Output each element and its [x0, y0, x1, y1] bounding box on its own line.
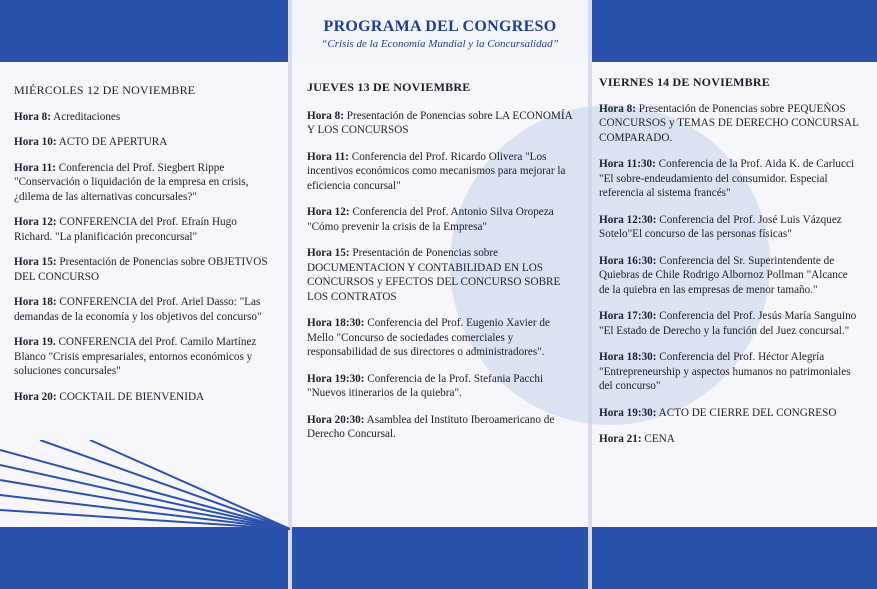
schedule-item	[599, 254, 861, 298]
schedule-item	[599, 350, 861, 394]
schedule-item	[307, 109, 577, 138]
schedule-item	[599, 309, 861, 338]
hour: Hora 12:30:	[599, 213, 657, 226]
schedule-item	[307, 205, 577, 234]
hour: Hora 19.	[14, 336, 56, 348]
program-subtitle: “Crisis de la Economía Mundial y la Concursalidad”	[321, 38, 559, 50]
hour: Hora 12:	[307, 206, 350, 218]
event-text: Asamblea del Instituto Iberoamericano de Derecho Concursal.	[307, 413, 555, 440]
schedule-item	[14, 295, 276, 324]
event-text: ACTO DE CIERRE DEL CONGRESO	[656, 406, 837, 419]
schedule-item	[307, 150, 577, 194]
hour: Hora 18:	[14, 296, 57, 308]
event-text: COCKTAIL DE BIENVENIDA	[56, 390, 205, 403]
event-text: Conferencia del Prof. José Luis Vázquez Sotelo"El concurso de las personas físicas"	[599, 213, 842, 240]
schedule-item	[14, 390, 276, 405]
event-text: Conferencia del Sr. Superintendente de Quiebras de Chile Rodrigo Albornoz Pollman "Alcance de la quiebra en las empresas de menor tamaño."	[599, 254, 848, 296]
event-text: Presentación de Ponencias sobre LA ECONOMÍA Y LOS CONCURSOS	[307, 109, 573, 136]
hour: Hora 12:	[14, 216, 57, 228]
schedule-item	[14, 255, 276, 284]
hour: Hora 11:	[14, 161, 56, 174]
schedule-item	[14, 110, 276, 125]
schedule-item	[599, 157, 861, 201]
hour: Hora 8:	[599, 102, 636, 115]
hour: Hora 20:30:	[307, 413, 365, 426]
event-text: Conferencia del Prof. Eugenio Xavier de Mello "Concurso de sociedades comerciales y responsabilidad de sus directores o administradores".	[307, 317, 550, 358]
event-text: ACTO DE APERTURA	[56, 136, 168, 148]
hour: Hora 11:	[307, 150, 349, 163]
schedule-item	[599, 432, 861, 447]
hour: Hora 18:30:	[307, 317, 365, 329]
schedule-item	[599, 406, 861, 421]
schedule-item	[307, 413, 577, 442]
event-text: Presentación de Ponencias sobre PEQUEÑOS CONCURSOS y TEMAS DE DERECHO CONCURSAL COMPARADO.	[599, 102, 859, 144]
event-text: Conferencia del Prof. Ricardo Olivera "Los incentivos económicos como mecanismos para mejorar la eficiencia concursal"	[307, 150, 566, 192]
schedule-item	[14, 215, 276, 244]
day-title: MIÉRCOLES 12 DE NOVIEMBRE	[14, 83, 196, 97]
day-title: VIERNES 14 DE NOVIEMBRE	[599, 75, 770, 89]
schedule-item	[14, 161, 276, 205]
hour: Hora 19:30:	[307, 372, 365, 385]
schedule-item	[307, 372, 577, 401]
event-text: Acreditaciones	[50, 110, 121, 123]
schedule-item	[307, 246, 577, 304]
decorative-rays	[0, 440, 290, 530]
hour: Hora 20:	[14, 390, 57, 403]
schedule-item	[599, 213, 861, 242]
event-text: Conferencia de la Prof. Stefania Pacchi "Nuevos itinerarios de la quiebra".	[307, 372, 544, 399]
hour: Hora 11:30:	[599, 158, 656, 170]
hour: Hora 8:	[14, 110, 51, 123]
event-text: Conferencia de la Prof. Aida K. de Carlucci "El sobre-endeudamiento del consumidor. Especial referencia al sistema francés"	[599, 158, 855, 199]
hour: Hora 19:30:	[599, 406, 657, 419]
hour: Hora 18:30:	[599, 351, 657, 363]
event-text: Conferencia del Prof. Siegbert Rippe "Conservación o liquidación de la empresa en crisis, ¿dilema de las alternativas concursales?"	[14, 161, 249, 203]
middle-bottom-band	[292, 527, 588, 589]
schedule-wednesday	[14, 83, 276, 415]
hour: Hora 15:	[307, 247, 350, 259]
event-text: Conferencia del Prof. Antonio Silva Oropeza "Cómo prevenir la crisis de la Empresa"	[307, 206, 554, 233]
event-text: CONFERENCIA del Prof. Ariel Dasso: "Las demandas de la economía y los objetivos del concurso"	[14, 296, 262, 323]
schedule-friday	[599, 75, 861, 459]
event-text: Presentación de Ponencias sobre DOCUMENTACION Y CONTABILIDAD EN LOS CONCURSOS y EFECTOS DEL CONCURSO SOBRE LOS CONTRATOS	[307, 247, 561, 303]
schedule-item	[14, 335, 276, 379]
program-title: PROGRAMA DEL CONGRESO	[323, 18, 557, 35]
hour: Hora 17:30:	[599, 310, 657, 322]
event-text: Presentación de Ponencias sobre OBJETIVOS DEL CONCURSO	[14, 256, 268, 283]
hour: Hora 10:	[14, 136, 57, 148]
hour: Hora 8:	[307, 109, 344, 122]
schedule-item	[599, 102, 861, 146]
schedule-item	[307, 316, 577, 360]
hour: Hora 16:30:	[599, 254, 657, 267]
event-text: CONFERENCIA del Prof. Efraín Hugo Richard. "La planificación preconcursal"	[14, 216, 237, 243]
event-text: Conferencia del Prof. Héctor Alegría "Entrepreneurship y aspectos humanos no patrimoniales del concurso"	[599, 351, 851, 392]
event-text: CONFERENCIA del Prof. Camilo Martínez Blanco "Crisis empresariales, entornos económicos y soluciones concursales"	[14, 336, 257, 377]
hour: Hora 15:	[14, 256, 57, 268]
schedule-thursday	[307, 80, 577, 454]
hour: Hora 21:	[599, 433, 642, 445]
day-title: JUEVES 13 DE NOVIEMBRE	[307, 80, 471, 94]
event-text: Conferencia del Prof. Jesús María Sanguino "El Estado de Derecho y la función del Juez concursal."	[599, 310, 857, 337]
schedule-item	[14, 135, 276, 150]
event-text: CENA	[641, 433, 675, 445]
